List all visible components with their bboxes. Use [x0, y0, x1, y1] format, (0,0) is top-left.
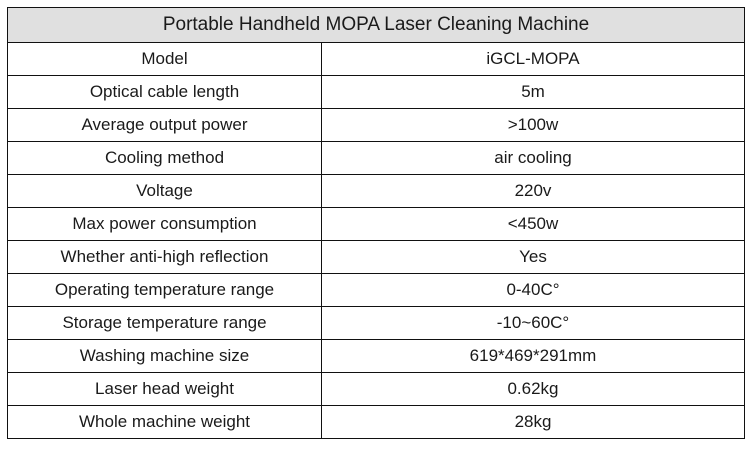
table-title: Portable Handheld MOPA Laser Cleaning Machine [8, 8, 745, 43]
table-row [8, 76, 745, 109]
row-value: 5m [322, 76, 745, 109]
row-value: 0-40C° [322, 274, 745, 307]
row-value: 619*469*291mm [322, 340, 745, 373]
row-value: -10~60C° [322, 307, 745, 340]
row-value: 0.62kg [322, 373, 745, 406]
title-row [8, 8, 745, 43]
row-label: Whether anti-high reflection [8, 241, 322, 274]
table-row [8, 307, 745, 340]
row-label: Storage temperature range [8, 307, 322, 340]
row-value: >100w [322, 109, 745, 142]
table-row [8, 274, 745, 307]
table-row [8, 340, 745, 373]
row-label: Laser head weight [8, 373, 322, 406]
row-label: Average output power [8, 109, 322, 142]
spec-sheet [7, 7, 744, 458]
row-label: Cooling method [8, 142, 322, 175]
row-label: Washing machine size [8, 340, 322, 373]
row-label: Whole machine weight [8, 406, 322, 439]
row-value: air cooling [322, 142, 745, 175]
row-value: iGCL-MOPA [322, 43, 745, 76]
table-row [8, 109, 745, 142]
row-label: Voltage [8, 175, 322, 208]
table-row [8, 43, 745, 76]
spec-table [7, 7, 745, 439]
row-label: Model [8, 43, 322, 76]
table-row [8, 373, 745, 406]
table-row [8, 241, 745, 274]
table-row [8, 175, 745, 208]
table-row [8, 142, 745, 175]
table-row [8, 208, 745, 241]
row-label: Optical cable length [8, 76, 322, 109]
row-value: <450w [322, 208, 745, 241]
row-label: Operating temperature range [8, 274, 322, 307]
row-value: Yes [322, 241, 745, 274]
row-value: 28kg [322, 406, 745, 439]
row-value: 220v [322, 175, 745, 208]
row-label: Max power consumption [8, 208, 322, 241]
table-row [8, 406, 745, 439]
